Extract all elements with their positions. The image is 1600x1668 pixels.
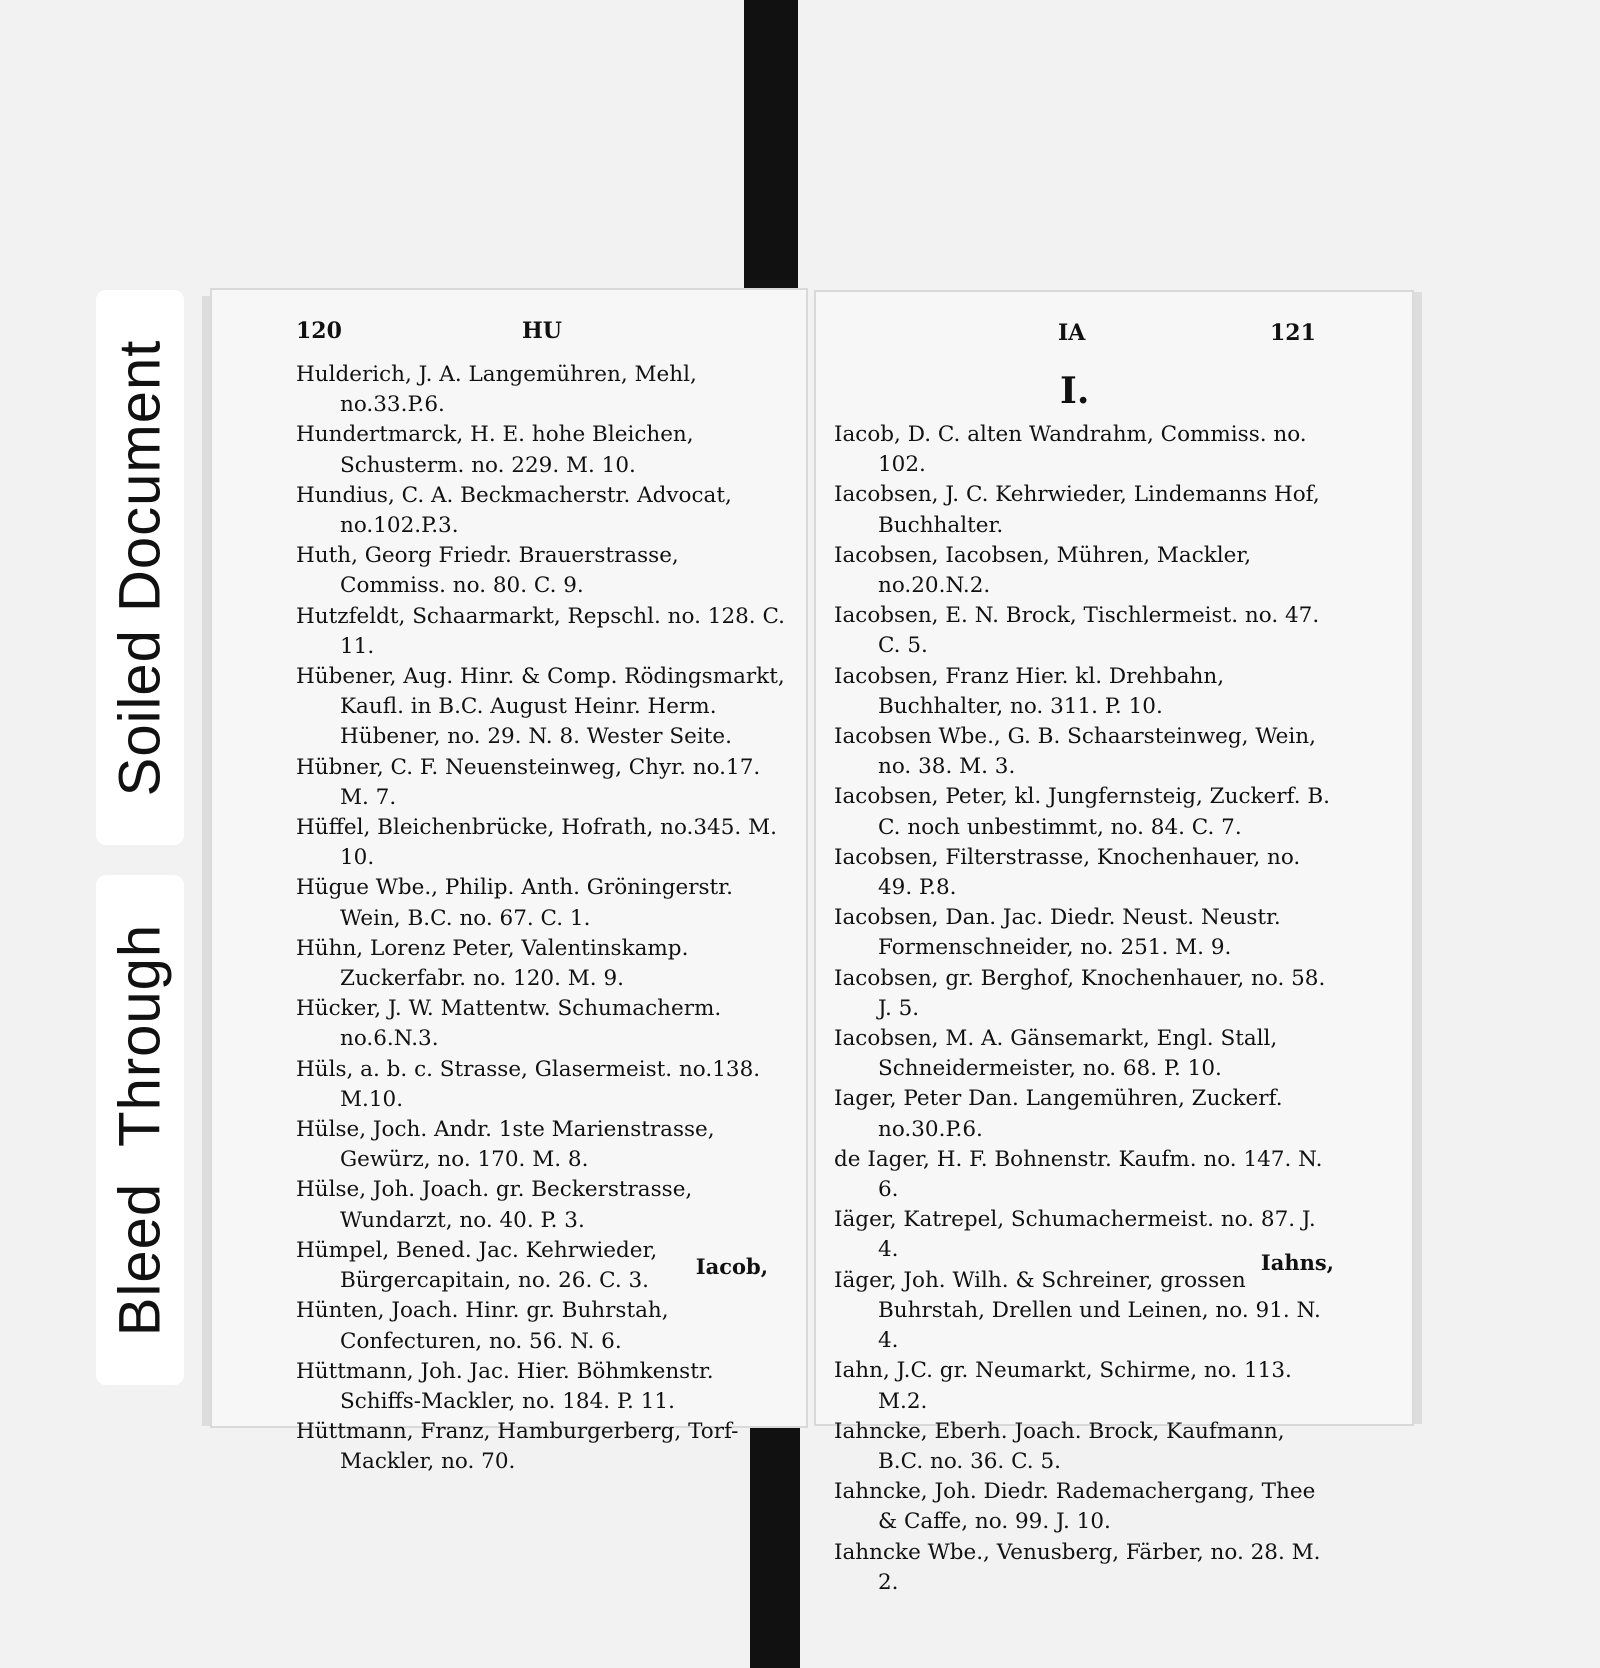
left-page [210,288,808,1475]
right-running-head: IA [1058,320,1086,346]
spine-top [744,0,798,290]
directory-entry: Iacobsen, E. N. Brock, Tischlermeist. no. 47. C. 5. [834,603,1320,659]
directory-entry: Iager, Peter Dan. Langemühren, Zuckerf. no.30.P.6. [834,1086,1283,1142]
right-page-header [814,320,1414,360]
directory-entry: Iacobsen Wbe., G. B. Schaarsteinweg, Wein, no. 38. M. 3. [834,724,1316,780]
directory-entry: Iäger, Joh. Wilh. & Schreiner, grossen Buhrstah, Drellen und Leinen, no. 91. N. 4. [834,1267,1321,1354]
directory-entry: Hüttmann, Franz, Hamburgerberg, Torf-Mackler, no. 70. [296,1419,739,1475]
bleed-through-label [96,875,184,1385]
left-page-edge [202,296,210,1426]
right-entry-list [834,420,1334,1598]
directory-entry: Hüttmann, Joh. Jac. Hier. Böhmkenstr. Schiffs-Mackler, no. 184. P. 11. [296,1358,714,1414]
directory-entry: Iahncke, Eberh. Joach. Brock, Kaufmann, B.C. no. 36. C. 5. [834,1418,1285,1474]
right-page-edge [1414,292,1422,1424]
directory-entry: Iahncke, Joh. Diedr. Rademachergang, Thee & Caffe, no. 99. J. 10. [834,1479,1316,1535]
directory-entry: Iäger, Katrepel, Schumachermeist. no. 87. J. 4. [834,1207,1316,1263]
directory-entry: Iacobsen, Peter, kl. Jungfernsteig, Zuckerf. B. C. noch unbestimmt, no. 84. C. 7. [834,784,1331,840]
left-page-number: 120 [296,318,342,344]
directory-entry: Hübener, Aug. Hinr. & Comp. Rödingsmarkt, Kaufl. in B.C. August Heinr. Herm. Hübener, no. 29. N. 8. Wester Seite. [296,664,785,750]
directory-entry: Iacobsen, M. A. Gänsemarkt, Engl. Stall, Schneidermeister, no. 68. P. 10. [834,1026,1278,1082]
directory-entry: Iacobsen, gr. Berghof, Knochenhauer, no. 58. J. 5. [834,965,1326,1021]
directory-entry: Hülse, Joh. Joach. gr. Beckerstrasse, Wundarzt, no. 40. P. 3. [296,1177,693,1233]
section-letter: I. [1060,370,1090,412]
directory-entry: Hücker, J. W. Mattentw. Schumacherm. no.6.N.3. [296,996,722,1052]
left-entry-list [296,360,786,1478]
directory-entry: Iacobsen, Iacobsen, Mühren, Mackler, no.20.N.2. [834,542,1252,599]
directory-entry: Hundius, C. A. Beckmacherstr. Advocat, no.102.P.3. [296,482,732,539]
directory-entry: Iacobsen, Dan. Jac. Diedr. Neust. Neustr. Formenschneider, no. 251. M. 9. [834,905,1281,961]
through-word: Through [107,923,173,1147]
right-page-number: 121 [1270,320,1316,346]
directory-entry: Huth, Georg Friedr. Brauerstrasse, Commiss. no. 80. C. 9. [296,543,679,599]
directory-entry: Iacobsen, J. C. Kehrwieder, Lindemanns Hof, Buchhalter. [834,482,1320,538]
directory-entry: Hulderich, J. A. Langemühren, Mehl, no.33.P.6. [296,362,697,418]
left-catchword: Iacob, [695,1254,768,1279]
directory-entry: Iahn, J.C. gr. Neumarkt, Schirme, no. 113. M.2. [834,1358,1292,1414]
soiled-document-text: Soiled Document [107,339,173,796]
directory-entry: Iacobsen, Franz Hier. kl. Drehbahn, Buchhalter, no. 311. P. 10. [834,663,1225,719]
left-running-head: HU [522,318,562,344]
directory-entry: Hüffel, Bleichenbrücke, Hofrath, no.345. M. 10. [296,815,777,871]
soiled-document-label [96,290,184,845]
directory-entry: Hünten, Joach. Hinr. gr. Buhrstah, Confecturen, no. 56. N. 6. [296,1298,669,1354]
directory-entry: Hübner, C. F. Neuensteinweg, Chyr. no.17. M. 7. [296,754,761,810]
right-catchword: Iahns, [1260,1250,1334,1275]
directory-entry: Hülse, Joch. Andr. 1ste Marienstrasse, Gewürz, no. 170. M. 8. [296,1117,715,1173]
directory-entry: Iahncke Wbe., Venusberg, Färber, no. 28. M. 2. [834,1539,1321,1595]
directory-entry: Hügue Wbe., Philip. Anth. Gröningerstr. Wein, B.C. no. 67. C. 1. [296,875,733,931]
right-page [814,290,1414,1595]
bleed-through-text [107,906,174,1354]
directory-entry: Hundertmarck, H. E. hohe Bleichen, Schusterm. no. 229. M. 10. [296,422,694,478]
directory-entry: de Iager, H. F. Bohnenstr. Kaufm. no. 147. N. 6. [834,1146,1323,1203]
directory-entry: Iacobsen, Filterstrasse, Knochenhauer, no. 49. P.8. [834,844,1301,901]
directory-entry: Hümpel, Bened. Jac. Kehrwieder, Bürgercapitain, no. 26. C. 3. [296,1237,658,1294]
directory-entry: Hüls, a. b. c. Strasse, Glasermeist. no.138. M.10. [296,1056,761,1112]
directory-entry: Hutzfeldt, Schaarmarkt, Repschl. no. 128. C. 11. [296,603,785,659]
bleed-word: Bleed [107,1182,173,1337]
directory-entry: Hühn, Lorenz Peter, Valentinskamp. Zuckerfabr. no. 120. M. 9. [296,935,689,992]
left-page-header [210,318,808,358]
directory-entry: Iacob, D. C. alten Wandrahm, Commiss. no. 102. [834,422,1307,478]
